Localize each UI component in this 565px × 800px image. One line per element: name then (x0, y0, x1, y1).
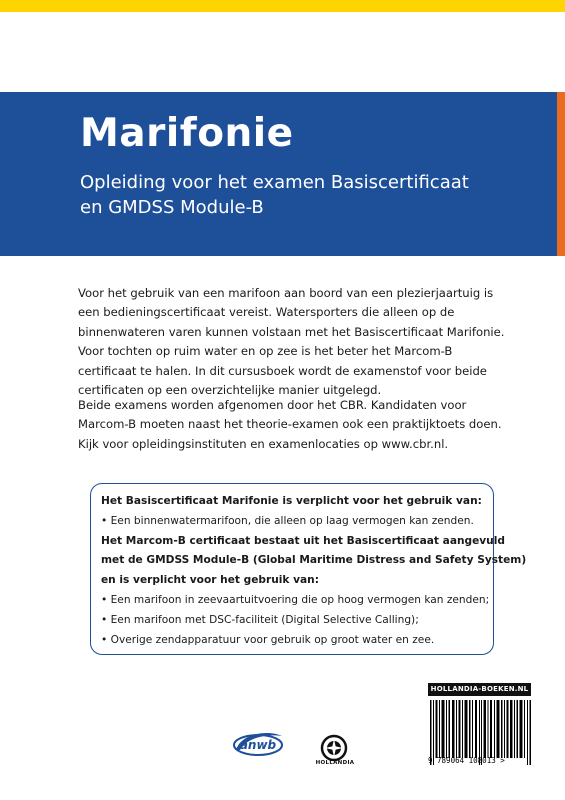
hollandia-logo-text: HOLLANDIA (315, 760, 355, 766)
info-heading-marcom-3: en is verplicht voor het gebruik van: (101, 574, 319, 587)
subtitle-line-2: en GMDSS Module-B (80, 197, 264, 218)
info-heading-basis: Het Basiscertificaat Marifonie is verplicht voor het gebruik van: (101, 495, 482, 507)
anwb-logo-icon (230, 728, 286, 758)
exam-paragraph: Beide examens worden afgenomen door het CBR. Kandidaten voor Marcom-B moeten naast het theorie-examen ook een praktijktoets doen. Kijk voor opleidingsinstituten en examenlocaties op www.cbr.nl. (78, 398, 502, 451)
book-title: Marifonie (80, 111, 294, 156)
info-item-binnenwater: • Een binnenwatermarifoon, die alleen op laag vermogen kan zenden. (101, 514, 474, 527)
info-item-zeevaart: • Een marifoon in zeevaartuitvoering die op hoog vermogen kan zenden; (101, 593, 490, 606)
banner-orange-edge (557, 92, 565, 256)
info-heading-marcom-1: Het Marcom-B certificaat bestaat uit het Basiscertificaat aangevuld (101, 534, 505, 547)
top-yellow-stripe (0, 0, 565, 12)
publisher-url-badge: HOLLANDIA-BOEKEN.NL (428, 683, 531, 696)
intro-paragraph: Voor het gebruik van een marifoon aan boord van een plezierjaartuig is een bedieningscertificaat vereist. Watersporters die alleen op de binnenwateren varen kunnen volstaan met het Basiscertificaat Marifonie. Voor tochten op ruim water en op zee is het beter het Marcom-B certificaat te halen. In dit cursusboek wordt de examenstof voor beide certificaten op een overzichtelijke manier uitgelegd. (78, 286, 505, 398)
info-item-dsc: • Een marifoon met DSC-faciliteit (Digital Selective Calling); (101, 613, 419, 626)
certificate-info-box (90, 483, 527, 655)
anwb-logo-text: anwb (239, 738, 277, 752)
book-subtitle (80, 170, 540, 220)
subtitle-line-1: Opleiding voor het examen Basiscertificaat (80, 172, 469, 193)
info-heading-marcom-2: met de GMDSS Module-B (Global Maritime Distress and Safety System) (101, 554, 527, 567)
isbn-digits: 9 789064 108013 > (428, 756, 505, 765)
info-item-overige: • Overige zendapparatuur voor gebruik op groot water en zee. (101, 633, 435, 646)
